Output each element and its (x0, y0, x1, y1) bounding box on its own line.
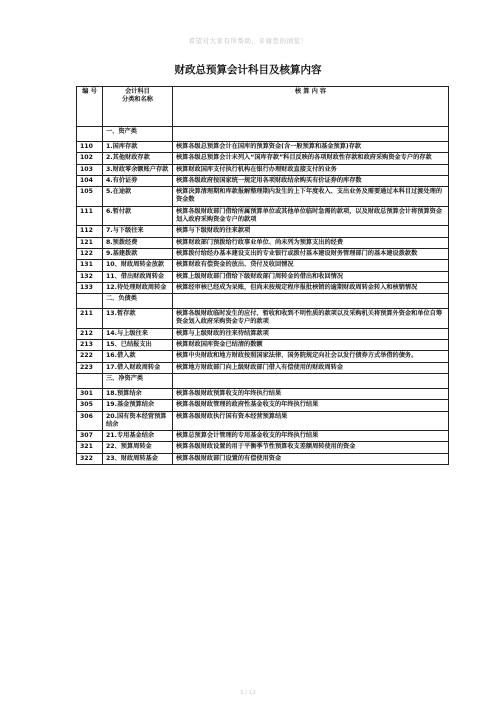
account-code: 301 (77, 388, 103, 399)
category-code-cell (77, 373, 103, 388)
category-row (77, 373, 449, 388)
account-content: 核算各级总预算会计未列入“国库存款”科目反映的各项财政性存款和政府采购资金专户的存款 (173, 153, 449, 164)
account-code: 121 (77, 237, 103, 248)
page-title: 财政总预算会计科目及核算内容 (174, 64, 322, 76)
account-code: 132 (77, 271, 103, 282)
account-content: 核算总预算会计管理的专用基金收支的年终执行结果 (173, 431, 449, 442)
header-name (103, 87, 173, 127)
account-name: 7.与下级往来 (103, 226, 173, 237)
header-name-line1: 会计科目 (125, 88, 150, 95)
account-name: 8.预拨经费 (103, 237, 173, 248)
table-row (77, 442, 449, 453)
account-name: 6.暂付款 (103, 206, 173, 226)
account-name: 3.财政零余额账户存款 (103, 164, 173, 175)
account-content: 核算各级财政设置的用于平衡季节性预算收支差额周转使用的资金 (173, 442, 449, 453)
account-code: 211 (77, 309, 103, 329)
table-row (77, 187, 449, 207)
header-content: 核 算 内 容 (173, 87, 449, 127)
account-content: 核算财政有偿资金的放出、贷付及收回情况 (173, 260, 449, 271)
table-row (77, 153, 449, 164)
category-name: 二、负债类 (103, 294, 173, 309)
table-row (77, 309, 449, 329)
account-code: 105 (77, 187, 103, 207)
account-name: 11、借出财政周转金 (103, 271, 173, 282)
account-name: 10、财政周转金放款 (103, 260, 173, 271)
category-content-cell (173, 373, 449, 388)
account-content: 核算各级财政部门借给所属预算单位或其他单位临时急需的款项，以及财政总预算会计将预算资金划入政府采购资金专户的款项 (173, 206, 449, 226)
account-name: 13.暂存款 (103, 309, 173, 329)
category-row (77, 127, 449, 142)
account-code: 110 (77, 142, 103, 153)
table-row (77, 282, 449, 293)
account-code: 102 (77, 153, 103, 164)
account-content: 核算财政国库支付执行机构在银行办理财政直接支付的业务 (173, 164, 449, 175)
category-content-cell (173, 127, 449, 142)
header-name-line2: 分类和名称 (122, 96, 153, 104)
table-row (77, 237, 449, 248)
account-code: 306 (77, 411, 103, 431)
table-row (77, 400, 449, 411)
account-content: 核算与上级财政的往来待结算款项 (173, 328, 449, 339)
account-name: 4.有价证券 (103, 175, 173, 186)
account-name: 21.专用基金结余 (103, 431, 173, 442)
table-row (77, 431, 449, 442)
table-row (77, 351, 449, 362)
account-code: 322 (77, 453, 103, 464)
category-name: 三、净资产类 (103, 373, 173, 388)
header-note: 希望对大家有所帮助，多谢您的浏览！ (188, 37, 308, 45)
account-name: 2.其他财政存款 (103, 153, 173, 164)
account-content: 核算中央财政和地方财政按照国家法律、国务院规定向社会以发行债券方式举借的债务。 (173, 351, 449, 362)
table-row (77, 260, 449, 271)
account-code: 212 (77, 328, 103, 339)
account-code: 321 (77, 442, 103, 453)
table-row (77, 142, 449, 153)
account-code: 133 (77, 282, 103, 293)
account-name: 22、预算周转金 (103, 442, 173, 453)
account-name: 19.基金预算结余 (103, 400, 173, 411)
account-code: 213 (77, 340, 103, 351)
account-content: 核算各级财政临时发生的应付、暂收和收到不明性质的款项以及采购机关将预算外资金和单位自筹资金划入政府采购资金专户的款项 (173, 309, 449, 329)
account-name: 12.待处理财政周转金 (103, 282, 173, 293)
table-row (77, 328, 449, 339)
account-content: 核算各级财政管理的政府性基金收支的年终执行结果 (173, 400, 449, 411)
account-code: 131 (77, 260, 103, 271)
account-code: 122 (77, 248, 103, 259)
account-code: 223 (77, 362, 103, 373)
account-name: 18.预算结余 (103, 388, 173, 399)
account-content: 核算财政部门预拨给行政事业单位、尚未列为预算支出的经费 (173, 237, 449, 248)
category-row (77, 294, 449, 309)
account-code: 112 (77, 226, 103, 237)
account-name: 14.与上级往来 (103, 328, 173, 339)
account-name: 16.借入款 (103, 351, 173, 362)
table-row (77, 388, 449, 399)
account-content: 核算上级财政部门借给下级财政部门周转金的借出和收回情况 (173, 271, 449, 282)
table-header-row (77, 87, 449, 127)
account-content: 核算拨付给经办基本建设支出的专业银行或拨付基本建设财务管理部门的基本建设拨款数 (173, 248, 449, 259)
accounts-table (76, 86, 449, 465)
table-row (77, 206, 449, 226)
category-name: 一、资产类 (103, 127, 173, 142)
account-content: 核算各级财政部门设置的有偿使用资金 (173, 453, 449, 464)
category-code-cell (77, 127, 103, 142)
account-code: 111 (77, 206, 103, 226)
table-row (77, 340, 449, 351)
page-footer: 1 / 12 (240, 690, 256, 696)
account-content: 核算各级政府按国家统一规定用各项财政结余购买有价证券的库存数 (173, 175, 449, 186)
account-name: 15、已结报支出 (103, 340, 173, 351)
account-name: 9.基建拨款 (103, 248, 173, 259)
table-row (77, 453, 449, 464)
account-code: 222 (77, 351, 103, 362)
table-row (77, 362, 449, 373)
table-row (77, 248, 449, 259)
table-row (77, 164, 449, 175)
account-content: 核算与下级财政的往来款项 (173, 226, 449, 237)
account-code: 103 (77, 164, 103, 175)
account-content: 核算各级总预算会计在国库的预算资金(含一般预算和基金预算)存款 (173, 142, 449, 153)
account-content: 核算各级财政预算收支的年终执行结果 (173, 388, 449, 399)
account-name: 23、财政周转基金 (103, 453, 173, 464)
table-row (77, 226, 449, 237)
table-row (77, 271, 449, 282)
category-content-cell (173, 294, 449, 309)
account-content: 核算各级财政执行国有资本经营预算结果 (173, 411, 449, 431)
table-row (77, 175, 449, 186)
account-code: 305 (77, 400, 103, 411)
account-name: 5.在途款 (103, 187, 173, 207)
account-content: 核算地方财政部门向上级财政部门借入有偿使用的财政周转金 (173, 362, 449, 373)
header-code: 编 号 (77, 87, 103, 127)
category-code-cell (77, 294, 103, 309)
account-name: 1.国库存款 (103, 142, 173, 153)
account-content: 核算经审核已经成为呆账，但尚未按规定程序报批核销的逾期财政周转金转入和核销情况 (173, 282, 449, 293)
accounts-table-body (77, 87, 449, 465)
account-content: 核算决算清理期和库款报解整理期内发生的上下年度收入、支出业务及需要通过本科目过渡处理的资金数 (173, 187, 449, 207)
account-code: 307 (77, 431, 103, 442)
account-name: 17.借入财政周转金 (103, 362, 173, 373)
account-code: 104 (77, 175, 103, 186)
account-name: 20.国有资本经营预算结余 (103, 411, 173, 431)
table-row (77, 411, 449, 431)
account-content: 核算财政国库资金已结清的数额 (173, 340, 449, 351)
